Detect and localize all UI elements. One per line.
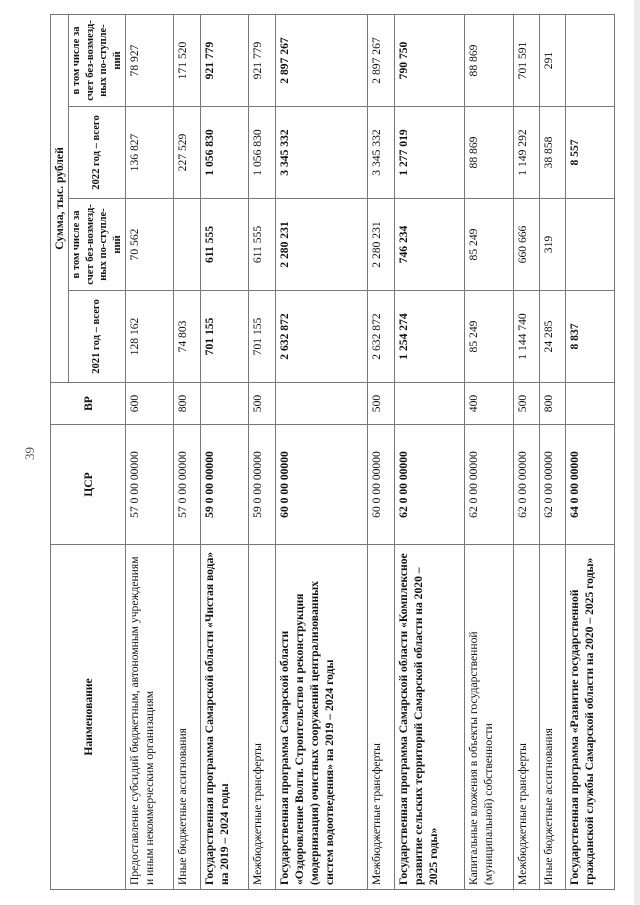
cell-total-2021: 74 803	[174, 291, 200, 383]
cell-total-2022: 38 858	[540, 107, 566, 199]
cell-name: Иные бюджетные ассигнования	[540, 545, 566, 890]
cell-grants-2022: 921 779	[249, 14, 275, 106]
table-row	[368, 14, 394, 889]
cell-grants-2021: 611 555	[249, 199, 275, 291]
cell-total-2022: 1 056 830	[200, 107, 248, 199]
cell-grants-2022: 88 869	[465, 14, 513, 106]
header-row-1	[51, 14, 69, 889]
cell-grants-2021: 746 234	[394, 199, 464, 291]
cell-total-2022: 227 529	[174, 107, 200, 199]
cell-name: Межбюджетные трансферты	[513, 545, 539, 890]
cell-grants-2022: 790 750	[394, 14, 464, 106]
cell-csr: 62 0 00 00000	[394, 425, 464, 545]
cell-grants-2022: 78 927	[126, 14, 174, 106]
table-row	[174, 14, 200, 889]
table-body	[126, 14, 615, 889]
header-total-2022: 2022 год – всего	[69, 107, 126, 199]
cell-grants-2021: 2 280 231	[368, 199, 394, 291]
header-csr: ЦСР	[51, 425, 126, 545]
cell-vr	[566, 383, 615, 425]
cell-vr: 500	[249, 383, 275, 425]
cell-name: Государственная программа «Развитие государственной гражданской службы Самарской области на 2020 – 2025 годы»	[566, 545, 615, 890]
cell-csr: 59 0 00 00000	[200, 425, 248, 545]
cell-grants-2021: 660 666	[513, 199, 539, 291]
cell-total-2021: 85 249	[465, 291, 513, 383]
cell-total-2022: 1 277 019	[394, 107, 464, 199]
cell-grants-2021: 70 562	[126, 199, 174, 291]
page-edge	[634, 0, 640, 905]
table-row	[566, 14, 615, 889]
cell-name: Государственная программа Самарской области «Комплексное развитие сельских территорий Самарской области на 2020 – 2025 годы»	[394, 545, 464, 890]
cell-total-2022: 3 345 332	[275, 107, 368, 199]
cell-total-2021: 701 155	[200, 291, 248, 383]
cell-vr: 800	[540, 383, 566, 425]
cell-vr: 400	[465, 383, 513, 425]
cell-grants-2022: 701 591	[513, 14, 539, 106]
cell-csr: 64 0 00 00000	[566, 425, 615, 545]
table-row	[394, 14, 464, 889]
cell-vr: 600	[126, 383, 174, 425]
table-row	[200, 14, 248, 889]
cell-grants-2022	[566, 14, 615, 106]
cell-name: Межбюджетные трансферты	[368, 545, 394, 890]
cell-total-2021: 24 285	[540, 291, 566, 383]
cell-total-2022: 1 056 830	[249, 107, 275, 199]
cell-total-2021: 2 632 872	[368, 291, 394, 383]
header-sum-group: Сумма, тыс. рублей	[51, 14, 69, 382]
table-row	[275, 14, 368, 889]
cell-total-2021: 1 254 274	[394, 291, 464, 383]
table-row	[540, 14, 566, 889]
cell-total-2022: 1 149 292	[513, 107, 539, 199]
cell-csr: 62 0 00 00000	[513, 425, 539, 545]
cell-grants-2021: 2 280 231	[275, 199, 368, 291]
budget-table	[50, 14, 615, 890]
cell-total-2022: 3 345 332	[368, 107, 394, 199]
header-vr: ВР	[51, 383, 126, 425]
cell-grants-2021	[566, 199, 615, 291]
cell-total-2021: 2 632 872	[275, 291, 368, 383]
cell-grants-2021: 85 249	[465, 199, 513, 291]
header-name: Наименование	[51, 545, 126, 890]
cell-vr: 800	[174, 383, 200, 425]
cell-name: Иные бюджетные ассигнования	[174, 545, 200, 890]
cell-grants-2022: 921 779	[200, 14, 248, 106]
cell-csr: 57 0 00 00000	[126, 425, 174, 545]
cell-grants-2022: 291	[540, 14, 566, 106]
cell-grants-2021: 611 555	[200, 199, 248, 291]
table-row	[513, 14, 539, 889]
header-grants-2021: в том числе за счет без-возмезд-ных по-ступле-ний	[69, 199, 126, 291]
cell-grants-2022: 2 897 267	[275, 14, 368, 106]
cell-csr: 60 0 00 00000	[368, 425, 394, 545]
rotated-page	[50, 15, 615, 890]
cell-grants-2021: 319	[540, 199, 566, 291]
cell-vr: 500	[368, 383, 394, 425]
cell-total-2021: 128 162	[126, 291, 174, 383]
cell-vr	[200, 383, 248, 425]
table-row	[249, 14, 275, 889]
page-number: 39	[22, 447, 37, 460]
cell-name: Государственная программа Самарской области «Чистая вода» на 2019 – 2024 годы	[200, 545, 248, 890]
cell-csr: 59 0 00 00000	[249, 425, 275, 545]
cell-total-2021: 8 837	[566, 291, 615, 383]
table-row	[465, 14, 513, 889]
table-row	[126, 14, 174, 889]
cell-csr: 60 0 00 00000	[275, 425, 368, 545]
cell-grants-2022: 2 897 267	[368, 14, 394, 106]
cell-grants-2021	[174, 199, 200, 291]
cell-grants-2022: 171 520	[174, 14, 200, 106]
cell-total-2022: 88 869	[465, 107, 513, 199]
cell-name: Предоставление субсидий бюджетным, автономным учреждениям и иным некоммерческим организациям	[126, 545, 174, 890]
header-total-2021: 2021 год – всего	[69, 291, 126, 383]
cell-csr: 62 0 00 00000	[540, 425, 566, 545]
cell-name: Государственная программа Самарской области «Оздоровление Волги. Строительство и реконструкция (модернизация) очистных сооружений централизованных систем водоотведения» на 2019 – 2024 годы	[275, 545, 368, 890]
cell-total-2022: 8 557	[566, 107, 615, 199]
cell-total-2021: 1 144 740	[513, 291, 539, 383]
cell-csr: 57 0 00 00000	[174, 425, 200, 545]
cell-name: Межбюджетные трансферты	[249, 545, 275, 890]
cell-vr	[275, 383, 368, 425]
header-grants-2022: в том числе за счет без-возмезд-ных по-ступле-ний	[69, 14, 126, 106]
cell-total-2021: 701 155	[249, 291, 275, 383]
cell-name: Капитальные вложения в объекты государственной (муниципальной) собственности	[465, 545, 513, 890]
cell-vr	[394, 383, 464, 425]
cell-vr: 500	[513, 383, 539, 425]
cell-total-2022: 136 827	[126, 107, 174, 199]
cell-csr: 62 0 00 00000	[465, 425, 513, 545]
